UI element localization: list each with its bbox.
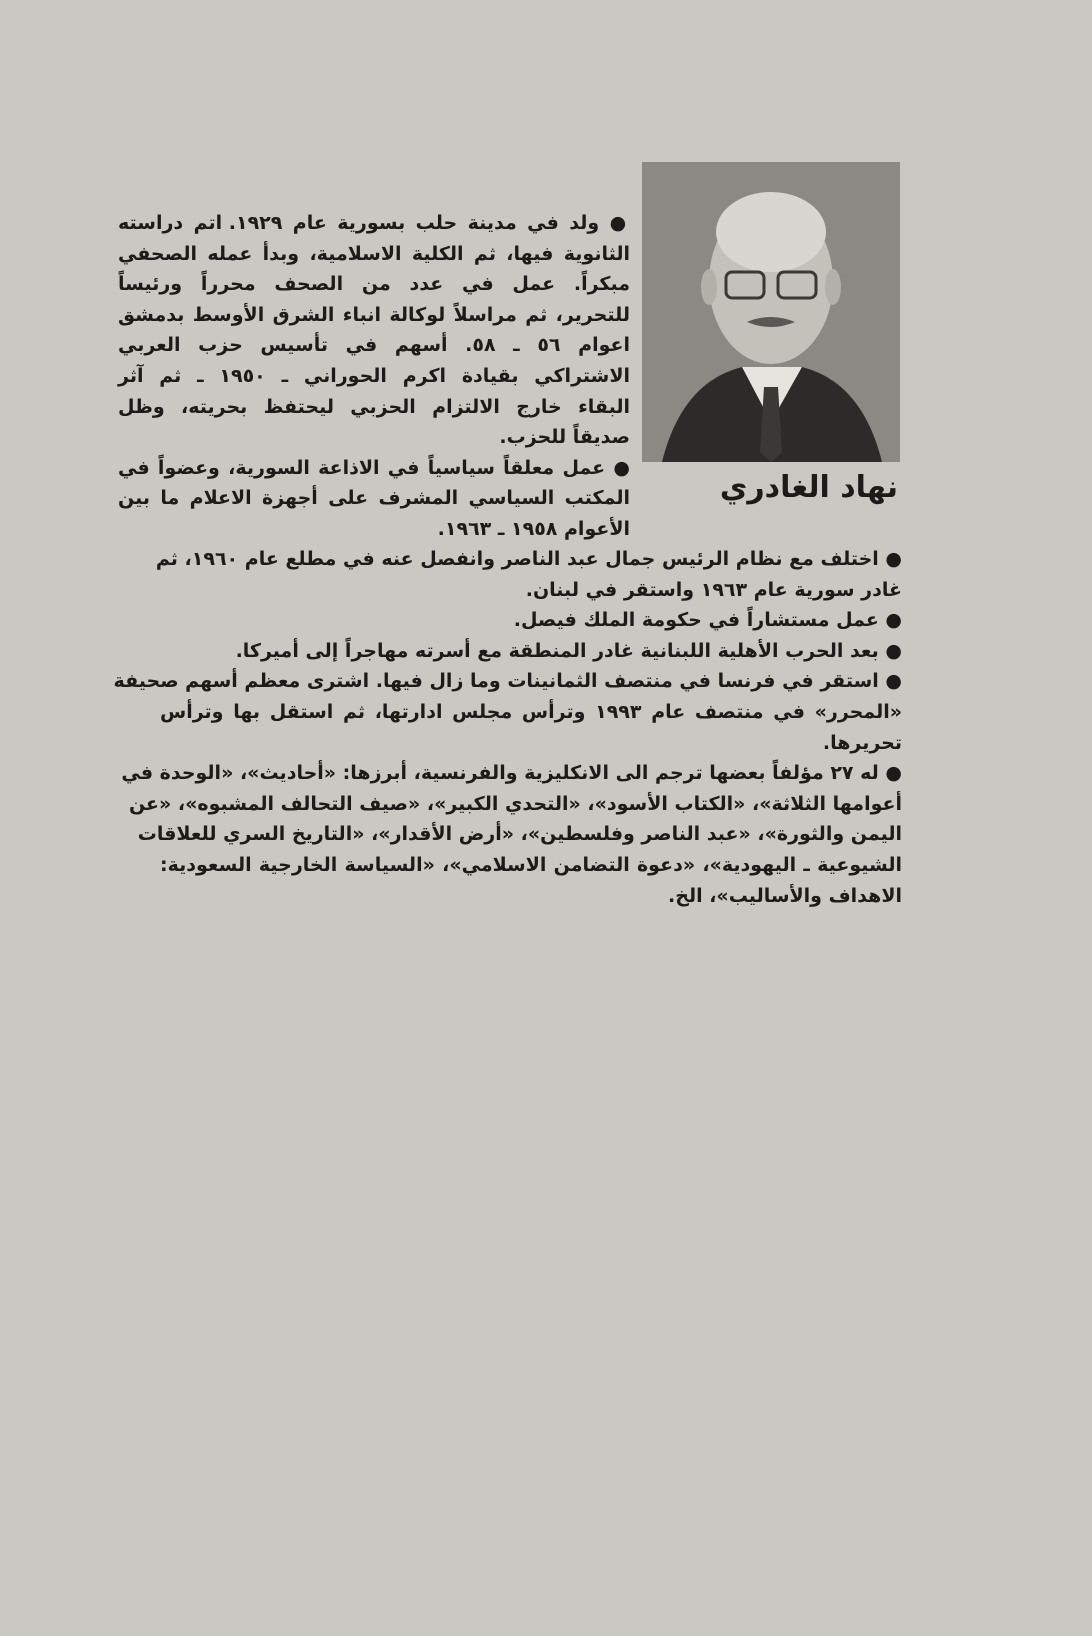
bio-line: الثانوية فيها، ثم الكلية الاسلامية، وبدأ عمله الصحفي [118, 242, 630, 265]
bio-line: تحريرها. [822, 731, 902, 754]
bio-line: ● بعد الحرب الأهلية اللبنانية غادر المنطقة مع أسرته مهاجراً إلى أميركا. [235, 639, 902, 662]
bio-line: المكتب السياسي المشرف على أجهزة الاعلام ما بين [118, 487, 630, 510]
bio-line: ● اختلف مع نظام الرئيس جمال عبد الناصر وانفصل عنه في مطلع عام ١٩٦٠، ثم [155, 548, 902, 570]
bio-line: صديقاً للحزب. [499, 426, 630, 449]
bio-line: الاشتراكي بقيادة اكرم الحوراني ـ ١٩٥٠ ـ ثم آثر [118, 364, 630, 387]
author-name: نهاد الغادري [719, 470, 898, 505]
bio-line: اليمن والثورة»، «عبد الناصر وفلسطين»، «أرض الأقدار»، «التاريخ السري للعلاقات [137, 823, 902, 846]
bio-line: أعوامها الثلاثة»، «الكتاب الأسود»، «التحدي الكبير»، «صيف التحالف المشبوه»، «عن [128, 792, 902, 815]
bio-line: ● له ٢٧ مؤلفاً بعضها ترجم الى الانكليزية والفرنسية، أبرزها: «أحاديث»، «الوحدة في [121, 762, 902, 785]
bio-line: مبكراً. عمل في عدد من الصحف محرراً ورئيساً [118, 273, 630, 296]
bio-line: البقاء خارج الالتزام الحزبي ليحتفظ بحريته، وظل [118, 395, 630, 418]
bio-line: «المحرر» في منتصف عام ١٩٩٣ وترأس مجلس ادارتها، ثم استقل بها وترأس [160, 700, 902, 723]
bio-column-text [118, 208, 630, 545]
bio-line: ● عمل مستشاراً في حكومة الملك فيصل. [513, 609, 902, 632]
bio-line: اعوام ٥٦ ـ ٥٨. أسهم في تأسيس حزب العربي [118, 334, 630, 357]
bio-line: للتحرير، ثم مراسلاً لوكالة انباء الشرق الأوسط بدمشق [118, 303, 630, 326]
bio-full-width-text [113, 544, 902, 911]
bio-line: الاهداف والأساليب»، الخ. [668, 884, 902, 907]
bio-line: ● استقر في فرنسا في منتصف الثمانينات وما زال فيها. اشترى معظم أسهم صحيفة [113, 670, 902, 693]
bio-line: غادر سورية عام ١٩٦٣ واستقر في لبنان. [525, 578, 902, 601]
bio-line: ● عمل معلقاً سياسياً في الاذاعة السورية، وعضواً في [118, 456, 630, 479]
bio-line: ● ولد في مدينة حلب بسورية عام ١٩٢٩. اتم دراسته [118, 212, 630, 234]
bio-line: الشيوعية ـ اليهودية»، «دعوة التضامن الاسلامي»، «السياسة الخارجية السعودية: [160, 853, 902, 876]
bio-line: الأعوام ١٩٥٨ ـ ١٩٦٣. [437, 517, 630, 540]
author-portrait-photo [642, 162, 900, 462]
